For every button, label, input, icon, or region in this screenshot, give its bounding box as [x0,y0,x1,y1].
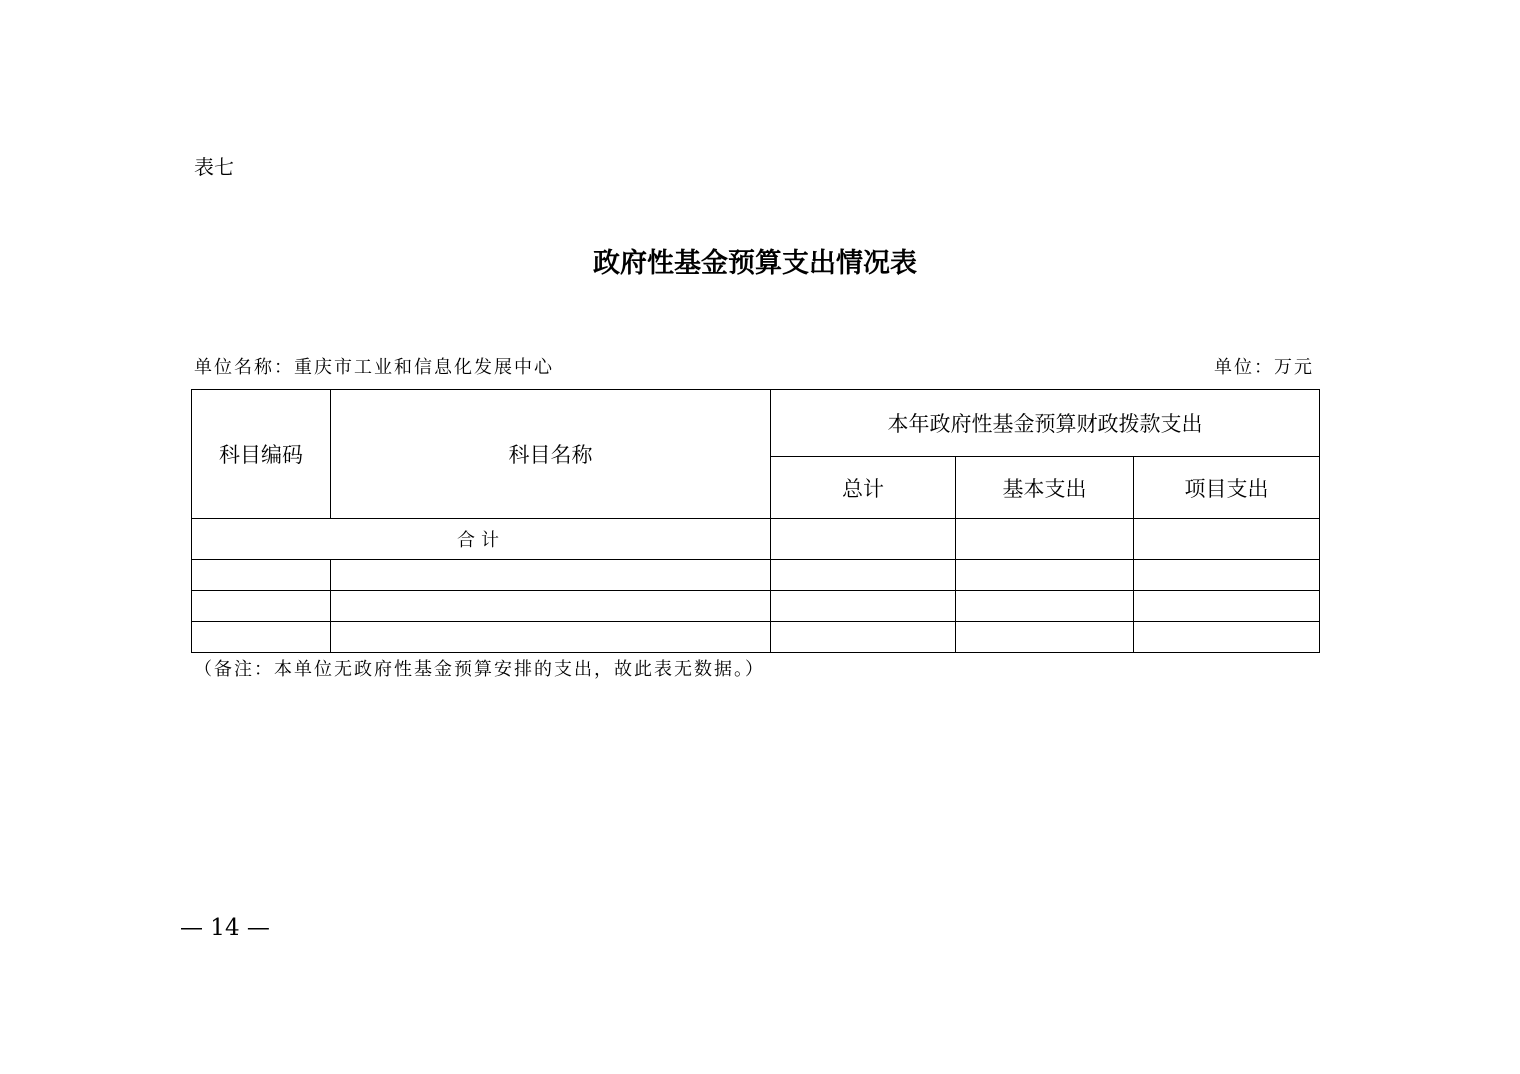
table-number-label: 表七 [194,155,234,179]
row-total [771,560,956,591]
row-name [331,622,771,653]
row-code [192,591,331,622]
page-number: — 14 — [180,915,270,941]
total-basic-value [956,519,1134,560]
total-label: 合计 [192,519,771,560]
header-code: 科目编码 [192,390,331,519]
currency-unit-label: 单位：万元 [1214,357,1314,378]
row-project [1134,622,1320,653]
row-project [1134,591,1320,622]
header-name: 科目名称 [331,390,771,519]
total-project-value [1134,519,1320,560]
unit-name-label: 单位名称：重庆市工业和信息化发展中心 [194,357,554,378]
header-group: 本年政府性基金预算财政拨款支出 [771,390,1320,457]
total-value [771,519,956,560]
budget-table [191,389,1320,653]
row-code [192,560,331,591]
table-total-row [192,519,1320,560]
table-note: （备注：本单位无政府性基金预算安排的支出，故此表无数据。） [194,659,765,680]
header-project: 项目支出 [1134,457,1320,519]
row-basic [956,560,1134,591]
table-row [192,622,1320,653]
header-total: 总计 [771,457,956,519]
table-row [192,560,1320,591]
table-row [192,591,1320,622]
row-total [771,591,956,622]
document-title: 政府性基金预算支出情况表 [593,248,917,279]
row-name [331,560,771,591]
row-basic [956,591,1134,622]
row-name [331,591,771,622]
table-header-row [192,390,1320,457]
row-project [1134,560,1320,591]
row-code [192,622,331,653]
row-basic [956,622,1134,653]
row-total [771,622,956,653]
header-basic: 基本支出 [956,457,1134,519]
